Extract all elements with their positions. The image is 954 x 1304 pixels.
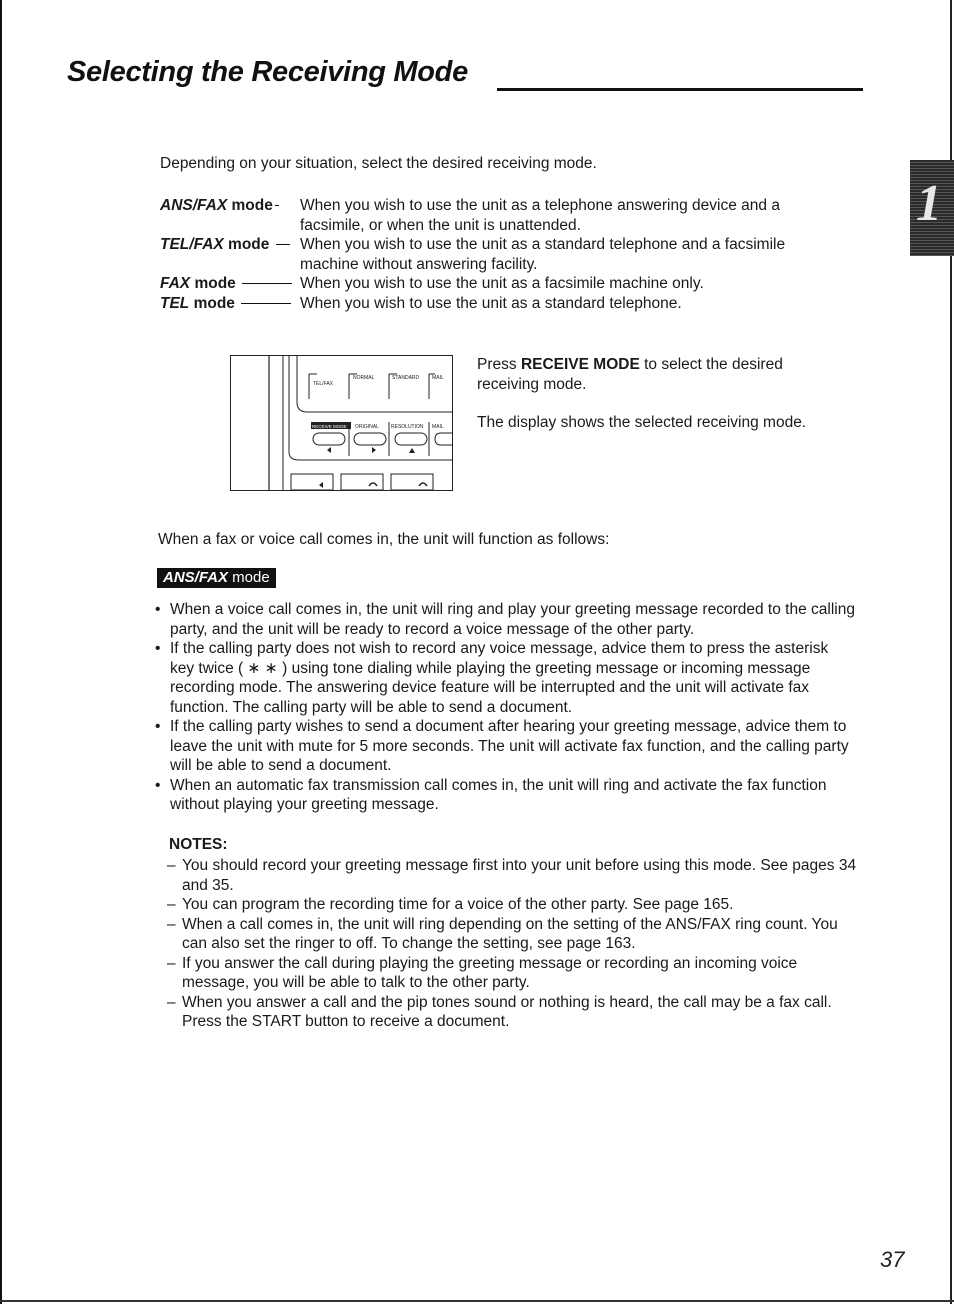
list-item: • If the calling party does not wish to record any voice message, advice them to press the asterisk key twice ( ∗ ∗ ) using tone dialing while playing the greeting message or incoming message recording mode. The answering device feature will be interrupted and the unit will activate fax function. The calling party will be able to send a document. <box>155 639 855 717</box>
page-left-border <box>0 0 2 1304</box>
mode-row-fax <box>160 274 840 294</box>
mode-list <box>160 196 840 313</box>
note-item: – When you answer a call and the pip tones sound or nothing is heard, the call may be a fax call. Press the START button to receive a document. <box>167 993 857 1032</box>
mode-label: TEL/FAX mode <box>160 235 292 255</box>
panel-label-resolution: RESOLUTION <box>391 424 424 430</box>
press-instruction: Press RECEIVE MODE to select the desired receiving mode. <box>477 356 783 393</box>
note-item: – You can program the recording time for a voice of the other party. See page 165. <box>167 895 857 915</box>
notes-list <box>167 856 857 1032</box>
notes-heading: NOTES: <box>169 836 228 853</box>
title-underline <box>497 88 863 91</box>
mode-description: When you wish to use the unit as a telephone answering device and a facsimile, or when the unit is unattended. <box>300 197 780 234</box>
panel-label-normal: NORMAL <box>353 375 375 381</box>
mode-label: ANS/FAX mode <box>160 196 281 216</box>
mode-row-ans-fax <box>160 196 840 235</box>
mode-label: FAX mode <box>160 274 294 294</box>
mode-row-tel-fax <box>160 235 840 274</box>
mode-description: When you wish to use the unit as a standard telephone and a facsimile machine without answering facility. <box>300 236 786 273</box>
panel-label-original: ORIGINAL <box>355 424 379 430</box>
list-item: • If the calling party wishes to send a document after hearing your greeting message, advice them to leave the unit with mute for 5 more seconds. The unit will activate fax function, and the calling party will be able to send a document. <box>155 717 855 776</box>
panel-label-standard: STANDARD <box>392 375 420 381</box>
panel-label-tel-fax: TEL/FAX <box>313 381 334 387</box>
page-title: Selecting the Receiving Mode <box>67 56 468 88</box>
intro-text: Depending on your situation, select the desired receiving mode. <box>160 155 597 172</box>
page-bottom-border <box>0 1300 954 1302</box>
section-badge-ans-fax: ANS/FAX mode <box>157 568 276 588</box>
list-item: • When an automatic fax transmission call comes in, the unit will ring and activate the fax function without playing your greeting message. <box>155 776 855 815</box>
bullet-list <box>155 600 855 815</box>
note-item: – If you answer the call during playing the greeting message or recording an incoming voice message, you will be able to talk to the other party. <box>167 954 857 993</box>
mode-label: TEL mode <box>160 294 293 314</box>
note-item: – When a call comes in, the unit will ring depending on the setting of the ANS/FAX ring count. You can also set the ringer to off. To change the setting, see page 163. <box>167 915 857 954</box>
instruction-block <box>477 355 847 433</box>
receive-mode-key-label: RECEIVE MODE <box>520 356 640 373</box>
chapter-tab <box>910 160 954 256</box>
chapter-tab-number: 1 <box>916 175 942 232</box>
mode-description: When you wish to use the unit as a standard telephone. <box>300 294 682 312</box>
control-panel-illustration <box>230 355 453 491</box>
panel-label-mail: MAIL <box>432 375 444 381</box>
list-item: • When a voice call comes in, the unit will ring and play your greeting message recorded to the calling party, and the unit will be ready to record a voice message of the other party. <box>155 600 855 639</box>
page-number: 37 <box>880 1247 905 1272</box>
panel-receive-mode-key: RECEIVE MODE <box>312 424 347 429</box>
mode-row-tel <box>160 294 840 314</box>
display-note: The display shows the selected receiving mode. <box>477 414 807 431</box>
function-intro: When a fax or voice call comes in, the unit will function as follows: <box>158 531 610 548</box>
note-item: – You should record your greeting message first into your unit before using this mode. See pages 34 and 35. <box>167 856 857 895</box>
mode-description: When you wish to use the unit as a facsimile machine only. <box>300 275 704 292</box>
control-panel-drawing <box>231 356 452 490</box>
panel-label-mail-2: MAIL <box>432 424 444 430</box>
